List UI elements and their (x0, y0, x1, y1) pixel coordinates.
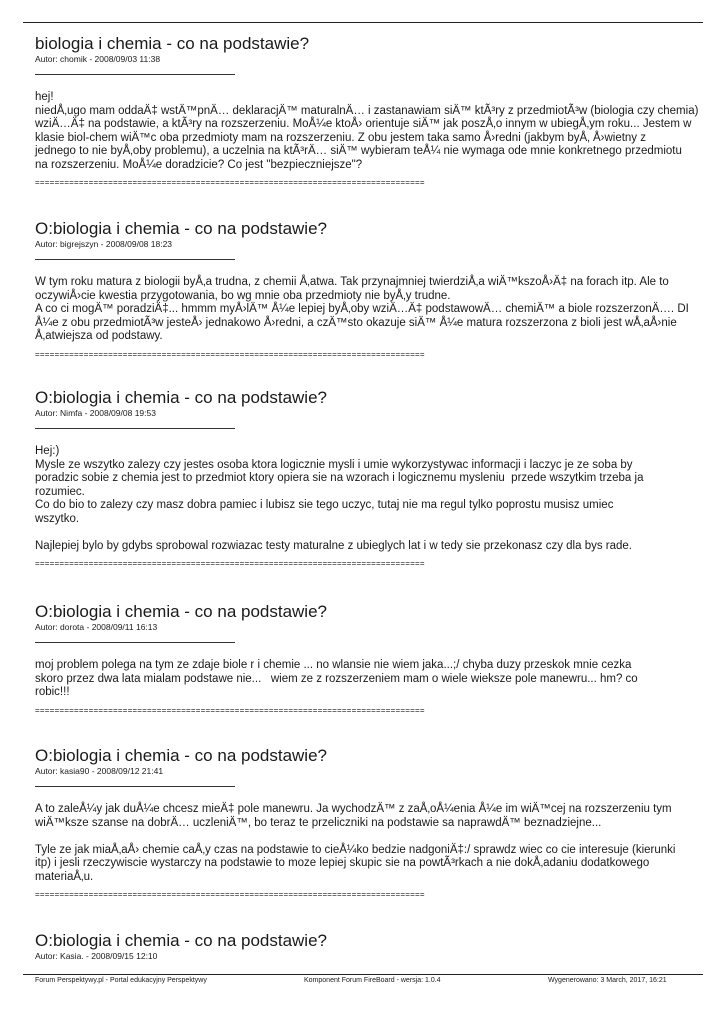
post-author-date: Autor: kasia90 - 2008/09/12 21:41 (35, 766, 164, 776)
post (35, 389, 725, 603)
title-underline (35, 642, 235, 643)
post-title: O:biologia i chemia - co na podstawie? (35, 931, 327, 950)
title-underline (35, 259, 235, 260)
title-underline (35, 74, 235, 75)
footer-portal: Forum Perspektywy.pl - Portal edukacyjny Perspektywy (35, 977, 207, 984)
footer-component: Komponent Forum FireBoard - wersja: 1.0.4 (304, 977, 441, 984)
post-title: O:biologia i chemia - co na podstawie? (35, 602, 327, 621)
footer-generated: Wygenerowano: 3 March, 2017, 16:21 (548, 977, 667, 984)
post-list (35, 35, 725, 961)
post-body: hej! niedÅ‚ugo mam oddaÄ‡ wstÄ™pnÄ… deklaracjÄ™ maturalnÄ… i zastanawiam siÄ™ ktÃ³ry z przedmiotÃ³w (biologia czy chemia) wziÄ…Ä‡ na podstawie, a ktÃ³ry na rozszerzeniu. MoÅ¼e ktoÅ› orientuje siÄ™ jak poszÅ‚o innym w ubiegÅ‚ym roku... Jestem w klasie biol-chem wiÄ™c oba przedmioty mam na rozszerzeniu. Z obu jestem taka samo Å›redni (jakbym byÅ‚ Å›wietny z jednego to nie byÅ‚oby problemu), a uczelnia na ktÃ³rÄ… siÄ™ wybieram teÅ¼ nie wymaga ode mnie konkretnego przedmiotu na rozszerzeniu. MoÅ¼e doradzicie? Co jest "bezpieczniejsze"? (35, 91, 699, 171)
post-body: A to zaleÅ¼y jak duÅ¼e chcesz mieÄ‡ pole manewru. Ja wychodzÄ™ z zaÅ‚oÅ¼enia Å¼e im wiÄ™cej na rozszerzeniu tym wiÄ™ksze szanse na dobrÄ… uczleniÄ™, bo teraz te przeliczniki na podstawie sa naprawdÄ™ beznadziejne... Tyle ze jak miaÅ‚aÅ› chemie caÅ‚y czas na podstawie to cieÅ¼ko bedzie nadgoniÄ‡:/ sprawdz wiec co cie interesuje (kierunki itp) i jesli rzeczywiscie wystarczy na podstawie to moze lepiej skupic sie na powtÃ³rkach a nie dokÅ‚adaniu dodatkowego materiaÅ‚u. (35, 803, 676, 883)
post-author-date: Autor: Kasia. - 2008/09/15 12:10 (35, 951, 158, 961)
post-separator: ================================================================================ (35, 890, 425, 899)
title-underline (35, 428, 235, 429)
footer-rule (23, 974, 703, 975)
post (35, 932, 725, 961)
post-author-date: Autor: bigrejszyn - 2008/09/08 18:23 (35, 239, 173, 249)
post-separator: ================================================================================ (35, 705, 425, 715)
post-body: Hej:) Mysle ze wszytko zalezy czy jestes osoba ktora logicznie mysli i umie wykorzystywac informacji i laczyc je ze soba by poradzic sobie z chemia jest to przedmiot ktory opiera sie na wzorach i logicznemu mysleniu przede wszytkim trzeba ja rozumiec. Co do bio to zalezy czy masz dobra pamiec i lubisz sie tego uczyc, tutaj nie ma regul tylko poprostu musisz umiec wszytko. Najlepiej bylo by gdybs sprobowal rozwiazac testy maturalne z ubieglych lat i w tedy sie przekonasz czy dla bys rade. (35, 445, 644, 552)
post-body: moj problem polega na tym ze zdaje biole r i chemie ... no wlansie nie wiem jaka...;/ chyba duzy przeskok mnie cezka skoro przez dwa lata mialam podstawe nie... wiem ze z rozszerzeniem mam o wiele wieksze pole manewru... hm? co robic!!! (35, 659, 638, 698)
post-title: O:biologia i chemia - co na podstawie? (35, 388, 327, 407)
post-author-date: Autor: Nimfa - 2008/09/08 19:53 (35, 408, 156, 418)
post-author-date: Autor: chomik - 2008/09/03 11:38 (35, 54, 161, 64)
post-title: O:biologia i chemia - co na podstawie? (35, 219, 327, 238)
post (35, 747, 725, 932)
post-title: biologia i chemia - co na podstawie? (35, 34, 310, 53)
post-body: W tym roku matura z biologii byÅ‚a trudna, z chemii Å‚atwa. Tak przynajmniej twierdziÅ‚a wiÄ™kszoÅ›Ä‡ na forach itp. Ale to oczywiÅ›cie kwestia przygotowania, bo wg mnie oba przedmioty nie byÅ‚y trudne. A co ci mogÄ™ poradziÄ‡... hmmm myÅ›lÄ™ Å¼e lepiej byÅ‚oby wziÄ…Ä‡ podstawowÄ… chemiÄ™ a biole rozszerzonÄ…. DI Å¼e z obu przedmiotÃ³w jesteÅ› jednakowo Å›redni, a czÄ™sto okazuje siÄ™ Å¼e matura rozszerzona z bioli jest wÅ‚aÅ›nie Å‚atwiejsza od podstawy. (35, 276, 689, 342)
post (35, 35, 725, 220)
post-separator: ================================================================================ (35, 178, 425, 187)
post-author-date: Autor: dorota - 2008/09/11 16:13 (35, 622, 158, 632)
page-top-rule (23, 22, 703, 23)
post-separator: ================================================================================ (35, 559, 425, 568)
post-separator: ================================================================================ (35, 349, 425, 359)
post-title: O:biologia i chemia - co na podstawie? (35, 746, 327, 765)
title-underline (35, 786, 235, 787)
post (35, 220, 725, 389)
post (35, 603, 725, 747)
